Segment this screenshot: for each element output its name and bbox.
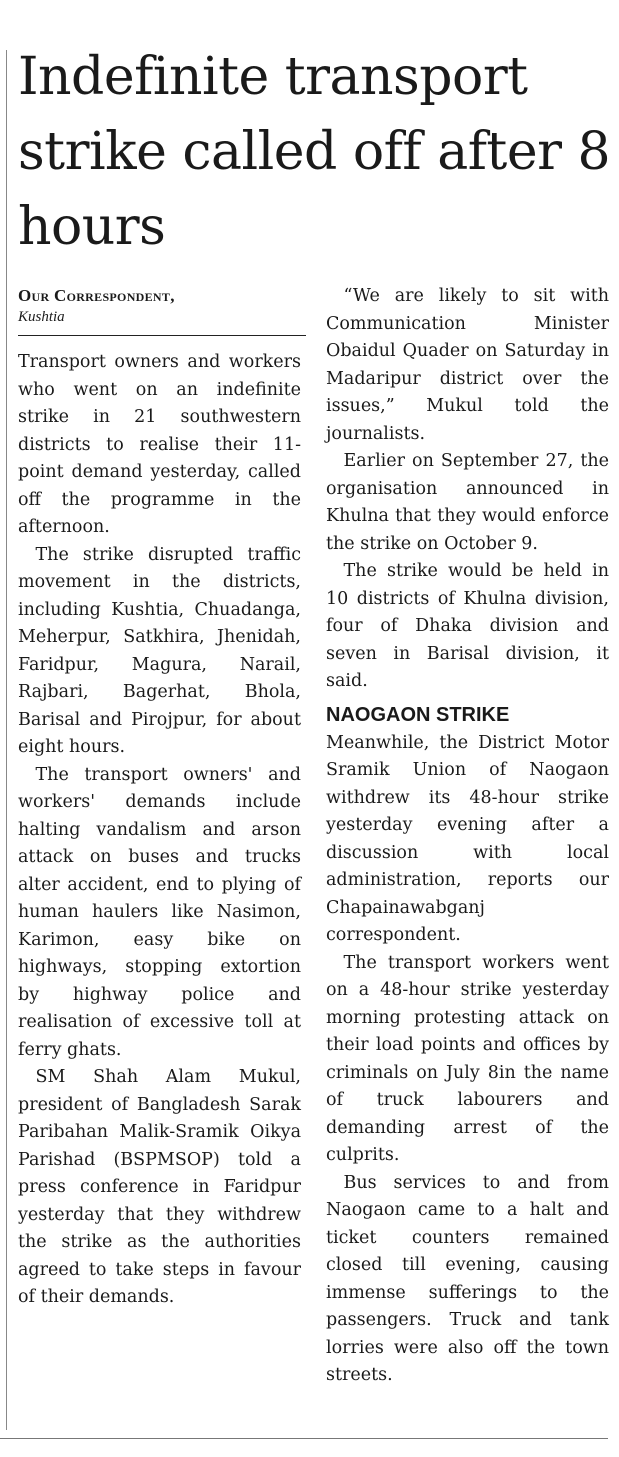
column-rule-left — [6, 50, 7, 1430]
dateline: Kushtia — [18, 309, 65, 325]
subheading: NAOGAON STRIKE — [326, 703, 510, 726]
paragraph: The transport owners' and workers' demands include halting vandalism and arson attack on buses and trucks alter accident, end to plying of human haulers like Nasimon, Karimon, easy bike on highways, stopping extortion by highway police and realisation of excessive toll at ferry ghats. — [18, 764, 301, 1060]
headline: Indefinite transport strike called off after 8 hours — [18, 47, 611, 257]
paragraph: Transport owners and workers who went on an indefinite strike in 21 southwestern districts to realise their 11-point demand yesterday, called off the programme in the afternoon. — [18, 352, 301, 537]
paragraph: Earlier on September 27, the organisation announced in Khulna that they would enforce the strike on October 9. — [326, 451, 609, 554]
byline-rule — [18, 335, 306, 336]
paragraph: “We are likely to sit with Communication Minister Obaidul Quader on Saturday in Madaripur district over the issues,” Mukul told the journalists. — [326, 286, 609, 444]
paragraph: The transport workers went on a 48-hour strike yesterday morning protesting attack on their load points and offices by criminals on July 8in the name of truck labourers and demanding arrest of the culprits. — [326, 952, 609, 1165]
paragraph: The strike would be held in 10 districts of Khulna division, four of Dhaka division and seven in Barisal division, it said. — [326, 561, 609, 691]
article-column-2 — [326, 283, 609, 1390]
bottom-rule — [0, 1438, 608, 1439]
paragraph: Bus services to and from Naogaon came to a halt and ticket counters remained closed till evening, causing immense sufferings to the passengers. Truck and tank lorries were also off the town streets. — [326, 1172, 609, 1385]
article-column-1 — [18, 349, 301, 1312]
paragraph: Meanwhile, the District Motor Sramik Union of Naogaon withdrew its 48-hour strike yesterday evening after a discussion with local administration, reports our Chapainawabganj correspondent. — [326, 732, 609, 945]
byline: Our Correspondent, — [18, 286, 175, 305]
paragraph: SM Shah Alam Mukul, president of Bangladesh Sarak Paribahan Malik-Sramik Oikya Parishad (BSPMSOP) told a press conference in Faridpur yesterday that they withdrew the strike as the authorities agreed to take steps in favour of their demands. — [18, 1067, 301, 1307]
paragraph: The strike disrupted traffic movement in the districts, including Kushtia, Chuadanga, Meherpur, Satkhira, Jhenidah, Faridpur, Magura, Narail, Rajbari, Bagerhat, Bhola, Barisal and Pirojpur, for about eight hours. — [18, 544, 301, 757]
